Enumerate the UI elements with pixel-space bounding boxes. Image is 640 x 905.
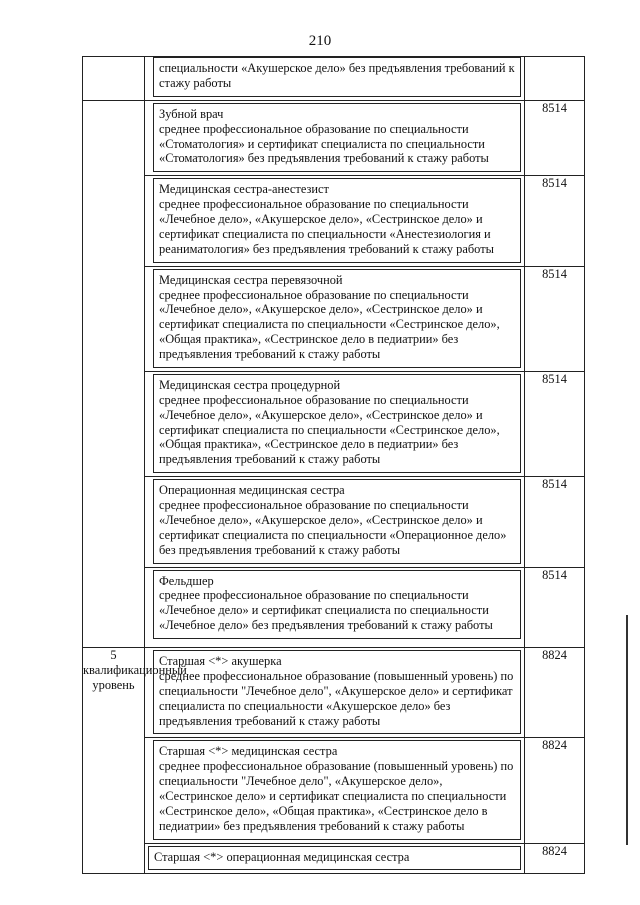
table-row bbox=[83, 648, 585, 738]
position-cell bbox=[145, 648, 525, 738]
salary-code: 8514 bbox=[525, 100, 585, 176]
salary-code: 8514 bbox=[525, 371, 585, 476]
table-row bbox=[83, 477, 585, 567]
table-row bbox=[83, 738, 585, 843]
table-row bbox=[83, 100, 585, 176]
salary-code: 8824 bbox=[525, 738, 585, 843]
position-title: Старшая <*> операционная медицинская сестра bbox=[154, 849, 410, 864]
position-title: Операционная медицинская сестра bbox=[159, 483, 345, 498]
position-requirements: среднее профессиональное образование по специальности «Стоматология» и сертификат специалиста по специальности «Стоматология» без предъявления требований к стажу работы bbox=[159, 121, 489, 166]
position-cell bbox=[145, 266, 525, 371]
position-requirements: среднее профессиональное образование (повышенный уровень) по специальности "Лечебное дело", «Акушерское дело» и сертификат специалиста по специальности «Акушерское дело» без предъявления требований к стажу работы bbox=[159, 668, 514, 728]
position-cell bbox=[145, 843, 525, 873]
scan-edge-line bbox=[626, 615, 628, 845]
table-row bbox=[83, 371, 585, 476]
position-cell bbox=[145, 738, 525, 843]
table-row bbox=[83, 567, 585, 648]
position-cell bbox=[145, 100, 525, 176]
level-cell-empty bbox=[83, 57, 145, 101]
position-title: Старшая <*> медицинская сестра bbox=[159, 744, 338, 759]
position-title: Зубной врач bbox=[159, 106, 224, 121]
position-title: Фельдшер bbox=[159, 573, 214, 588]
table-row bbox=[83, 176, 585, 266]
qualification-table bbox=[82, 56, 585, 874]
position-title: Медицинская сестра процедурной bbox=[159, 377, 341, 392]
position-requirements: среднее профессиональное образование по специальности «Лечебное дело», «Акушерское дело», «Сестринское дело» и сертификат специалиста по специальности «Сестринское дело», «Общая практика», «Сестринское дело в педиатрии» без предъявления требований к стажу работы bbox=[159, 287, 500, 361]
position-requirements: среднее профессиональное образование по специальности «Лечебное дело», «Акушерское дело», «Сестринское дело» и сертификат специалиста по специальности «Анестезиология и реаниматология» без предъявления требований к стажу работы bbox=[159, 197, 494, 256]
page-number: 210 bbox=[308, 33, 332, 49]
code-cell-empty bbox=[525, 57, 585, 101]
position-title: Медицинская сестра-анестезист bbox=[159, 182, 329, 197]
table-row bbox=[83, 266, 585, 371]
position-cell bbox=[145, 176, 525, 266]
position-title: Старшая <*> акушерка bbox=[159, 654, 282, 668]
salary-code: 8514 bbox=[525, 266, 585, 371]
continuation-text: специальности «Акушерское дело» без предъявления требований к стажу работы bbox=[159, 61, 515, 90]
position-requirements: среднее профессиональное образование по специальности «Лечебное дело» и сертификат специалиста по специальности «Лечебное дело» без предъявления требований к стажу работы bbox=[159, 588, 493, 633]
position-cell bbox=[145, 567, 525, 648]
position-cell bbox=[145, 477, 525, 567]
salary-code: 8514 bbox=[525, 567, 585, 648]
salary-code: 8514 bbox=[525, 176, 585, 266]
position-requirements: среднее профессиональное образование по специальности «Лечебное дело», «Акушерское дело», «Сестринское дело» и сертификат специалиста по специальности «Сестринское дело», «Общая практика», «Сестринское дело в педиатрии» без предъявления требований к стажу работы bbox=[159, 392, 500, 467]
salary-code: 8824 bbox=[525, 843, 585, 873]
position-cell bbox=[145, 371, 525, 476]
position-title: Медицинская сестра перевязочной bbox=[159, 272, 343, 287]
salary-code: 8824 bbox=[525, 648, 585, 738]
position-cell bbox=[145, 57, 525, 101]
salary-code: 8514 bbox=[525, 477, 585, 567]
qualification-level: 5 квалификационный уровень bbox=[83, 648, 145, 874]
position-requirements: среднее профессиональное образование (повышенный уровень) по специальности "Лечебное дело", «Акушерское дело», «Сестринское дело» и сертификат специалиста по специальности «Сестринское дело», «Общая практика», «Сестринское дело в педиатрии» без предъявления требований к стажу работы bbox=[159, 759, 514, 833]
level-cell-empty bbox=[83, 100, 145, 647]
position-requirements: среднее профессиональное образование по специальности «Лечебное дело», «Акушерское дело», «Сестринское дело» и сертификат специалиста по специальности «Операционное дело» без предъявления требований к стажу работы bbox=[159, 498, 507, 557]
table-row bbox=[83, 57, 585, 101]
table-row bbox=[83, 843, 585, 873]
